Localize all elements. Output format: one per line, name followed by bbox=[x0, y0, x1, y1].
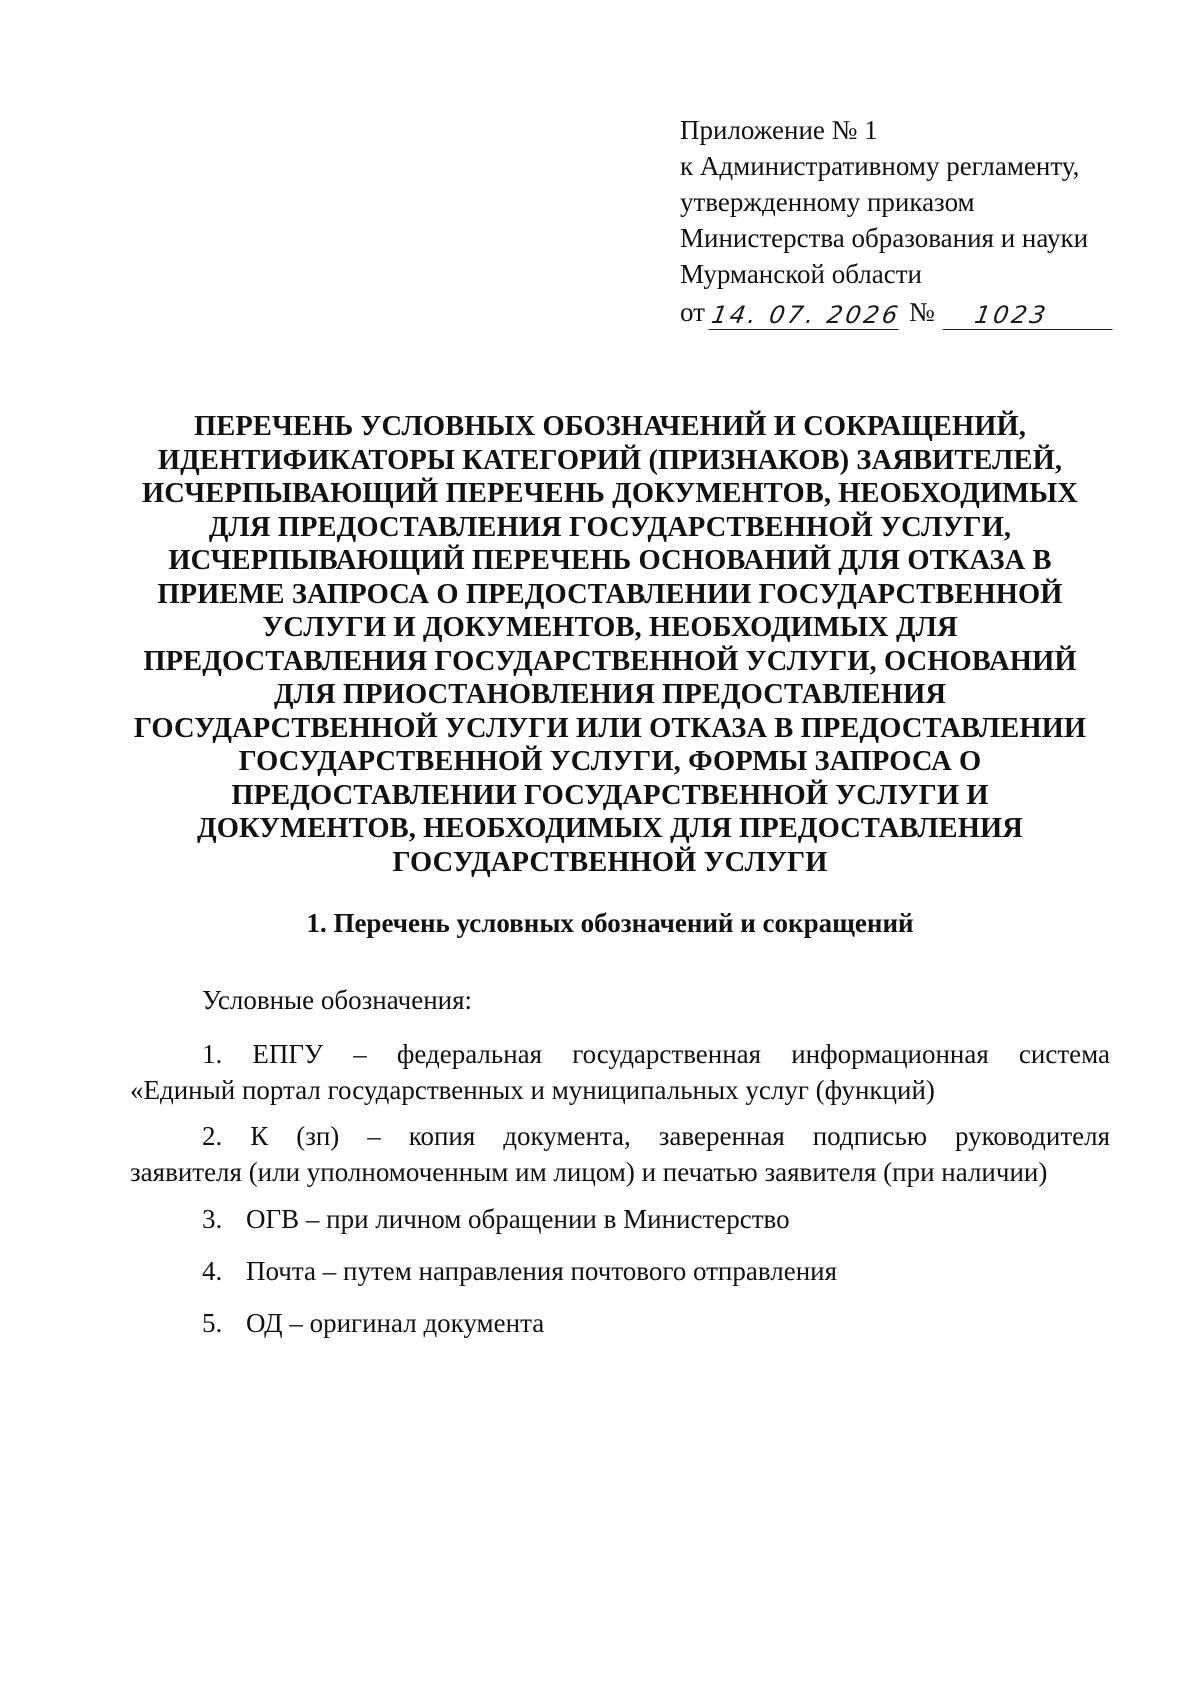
attachment-line: к Административному регламенту, bbox=[680, 151, 1080, 181]
title-line: ИСЧЕРПЫВАЮЩИЙ ПЕРЕЧЕНЬ ОСНОВАНИЙ ДЛЯ ОТКАЗА В bbox=[168, 545, 1052, 576]
title-line: ГОСУДАРСТВЕННОЙ УСЛУГИ bbox=[392, 846, 828, 878]
attachment-line: Приложение № 1 bbox=[680, 115, 878, 145]
list-item-continuation: «Единый портал государственных и муниципальных услуг (функций) bbox=[130, 1075, 935, 1105]
handwritten-number: 1023 bbox=[942, 301, 1117, 330]
list-item bbox=[130, 1036, 1110, 1108]
list-item bbox=[202, 1306, 544, 1340]
date-number-line bbox=[680, 294, 1120, 330]
handwritten-date: 14. 07. 2026 bbox=[709, 301, 903, 329]
list-item bbox=[202, 1254, 837, 1288]
attachment-line: утвержденному приказом bbox=[680, 187, 975, 217]
title-line: ДОКУМЕНТОВ, НЕОБХОДИМЫХ ДЛЯ ПРЕДОСТАВЛЕНИЯ bbox=[197, 813, 1023, 844]
title-line: ПРЕДОСТАВЛЕНИЯ ГОСУДАРСТВЕННОЙ УСЛУГИ, ОСНОВАНИЙ bbox=[143, 645, 1077, 677]
title-line: ИСЧЕРПЫВАЮЩИЙ ПЕРЕЧЕНЬ ДОКУМЕНТОВ, НЕОБХОДИМЫХ bbox=[142, 478, 1078, 509]
list-item-text: ОД – оригинал документа bbox=[246, 1308, 545, 1338]
list-item-continuation: заявителя (или уполномоченным им лицом) и печатью заявителя (при наличии) bbox=[130, 1157, 1048, 1187]
list-item bbox=[130, 1118, 1110, 1190]
title-line: ГОСУДАРСТВЕННОЙ УСЛУГИ, ФОРМЫ ЗАПРОСА О bbox=[238, 746, 982, 777]
legend-label: Условные обозначения: bbox=[202, 985, 473, 1015]
attachment-line: Мурманской области bbox=[680, 259, 922, 289]
title-line: УСЛУГИ И ДОКУМЕНТОВ, НЕОБХОДИМЫХ ДЛЯ bbox=[262, 612, 958, 643]
list-item-number: 4. bbox=[202, 1256, 223, 1286]
list-item-first-line: 2. К (зп) – копия документа, заверенная подписью руководителя bbox=[202, 1121, 1110, 1151]
list-item-number: 5. bbox=[202, 1308, 223, 1338]
list-item-text: ОГВ – при личном обращении в Министерство bbox=[246, 1204, 790, 1234]
date-prefix: от bbox=[680, 297, 705, 327]
title-line: ДЛЯ ПРИОСТАНОВЛЕНИЯ ПРЕДОСТАВЛЕНИЯ bbox=[273, 679, 947, 710]
document-title bbox=[110, 410, 1110, 879]
title-line: ПРЕДОСТАВЛЕНИИ ГОСУДАРСТВЕННОЙ УСЛУГИ И bbox=[231, 779, 989, 811]
title-line: ДЛЯ ПРЕДОСТАВЛЕНИЯ ГОСУДАРСТВЕННОЙ УСЛУГИ, bbox=[208, 511, 1012, 543]
title-line: ПРИЕМЕ ЗАПРОСА О ПРЕДОСТАВЛЕНИИ ГОСУДАРСТВЕННОЙ bbox=[157, 578, 1063, 610]
list-item bbox=[202, 1202, 790, 1236]
list-item-first-line: 1. ЕПГУ – федеральная государственная информационная система bbox=[202, 1039, 1110, 1069]
title-line: ПЕРЕЧЕНЬ УСЛОВНЫХ ОБОЗНАЧЕНИЙ И СОКРАЩЕНИЙ, bbox=[193, 411, 1026, 442]
section-heading: 1. Перечень условных обозначений и сокращений bbox=[306, 908, 914, 938]
number-prefix: № bbox=[908, 297, 935, 327]
title-line: ГОСУДАРСТВЕННОЙ УСЛУГИ ИЛИ ОТКАЗА В ПРЕДОСТАВЛЕНИИ bbox=[133, 712, 1087, 744]
list-item-number: 3. bbox=[202, 1204, 223, 1234]
list-item-text: Почта – путем направления почтового отправления bbox=[246, 1256, 838, 1286]
attachment-block bbox=[680, 112, 1120, 330]
attachment-line: Министерства образования и науки bbox=[680, 223, 1089, 253]
title-line: ИДЕНТИФИКАТОРЫ КАТЕГОРИЙ (ПРИЗНАКОВ) ЗАЯВИТЕЛЕЙ, bbox=[157, 444, 1063, 476]
